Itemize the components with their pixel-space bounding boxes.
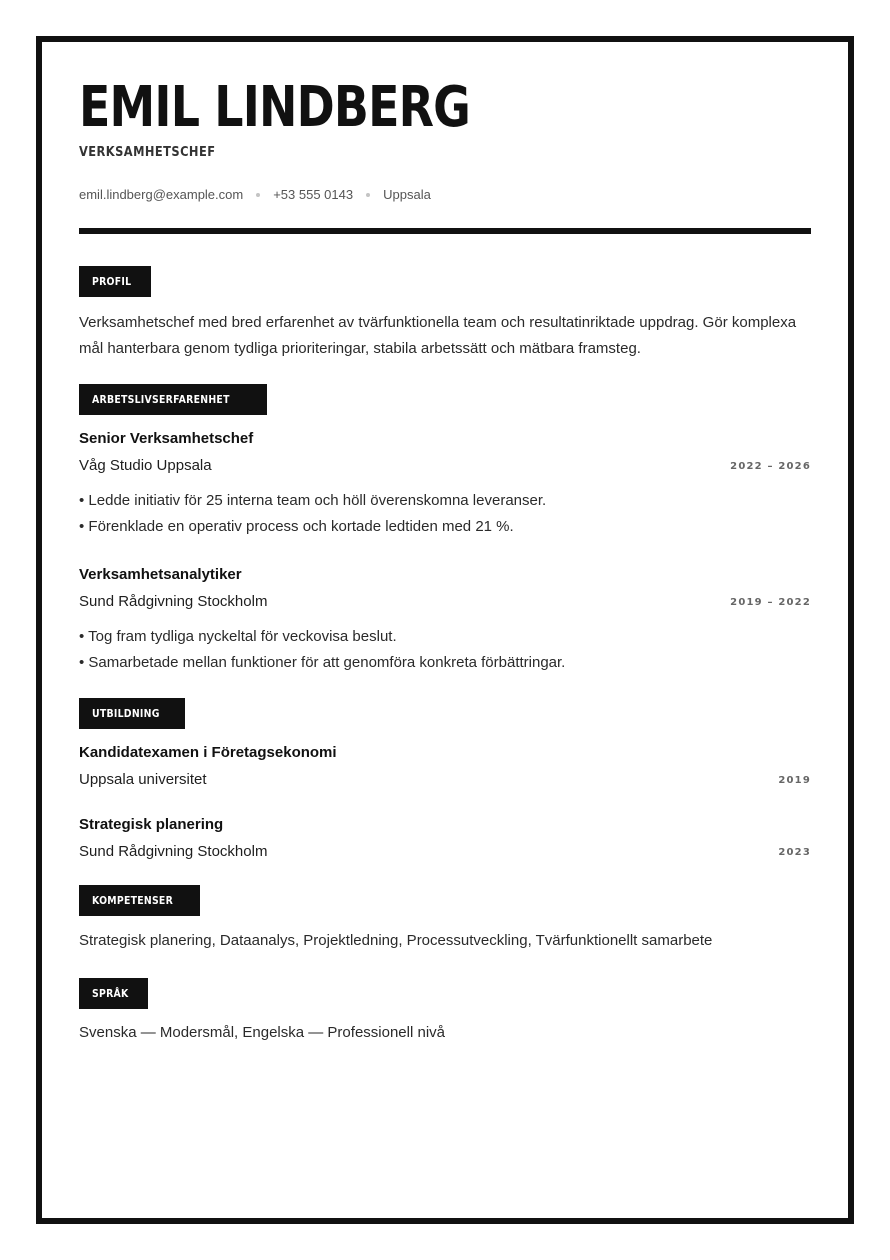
job-title: Senior Verksamhetschef (79, 430, 254, 447)
education-institution: Uppsala universitet (79, 771, 207, 788)
header-divider (79, 228, 811, 234)
education-year: 2023 (778, 847, 811, 858)
job-bullet: • Förenklade en operativ process och kortade ledtiden med 21 %. (79, 518, 514, 535)
job-bullet: • Tog fram tydliga nyckeltal för veckovisa beslut. (79, 628, 397, 645)
job-dates: 2022 – 2026 (730, 461, 811, 472)
candidate-name: EMIL LINDBERG (79, 75, 471, 140)
job-bullet: • Ledde initiativ för 25 interna team och höll överenskomna leveranser. (79, 492, 547, 509)
section-heading-experience: ARBETSLIVSERFARENHET (79, 384, 267, 415)
separator-dot-icon (366, 193, 370, 197)
contact-email[interactable]: emil.lindberg@example.com (79, 187, 244, 202)
job-organization: Sund Rådgivning Stockholm (79, 593, 268, 610)
job-organization: Våg Studio Uppsala (79, 457, 212, 474)
contact-phone[interactable]: +53 555 0143 (273, 187, 354, 202)
languages-text: Svenska — Modersmål, Engelska — Professionell nivå (79, 1024, 445, 1041)
job-title: Verksamhetsanalytiker (79, 566, 242, 583)
contact-line (79, 187, 431, 202)
job-bullet: • Samarbetade mellan funktioner för att genomföra konkreta förbättringar. (79, 654, 566, 671)
job-dates: 2019 – 2022 (730, 597, 811, 608)
education-institution: Sund Rådgivning Stockholm (79, 843, 268, 860)
section-heading-languages: SPRÅK (79, 978, 148, 1009)
job-role: VERKSAMHETSCHEF (79, 145, 216, 160)
education-title: Kandidatexamen i Företagsekonomi (79, 744, 337, 761)
education-title: Strategisk planering (79, 816, 224, 833)
section-heading-skills: KOMPETENSER (79, 885, 200, 916)
section-heading-profile: PROFIL (79, 266, 151, 297)
profile-text: Verksamhetschef med bred erfarenhet av tvärfunktionella team och resultatinriktade uppdrag. Gör komplexa mål hanterbara genom tydliga prioriteringar, stabila arbetssätt och mätbara framsteg. (79, 314, 797, 357)
education-year: 2019 (778, 775, 811, 786)
skills-text: Strategisk planering, Dataanalys, Projektledning, Processutveckling, Tvärfunktionellt samarbete (79, 932, 713, 949)
contact-city: Uppsala (383, 187, 431, 202)
separator-dot-icon (256, 193, 260, 197)
section-heading-education: UTBILDNING (79, 698, 185, 729)
